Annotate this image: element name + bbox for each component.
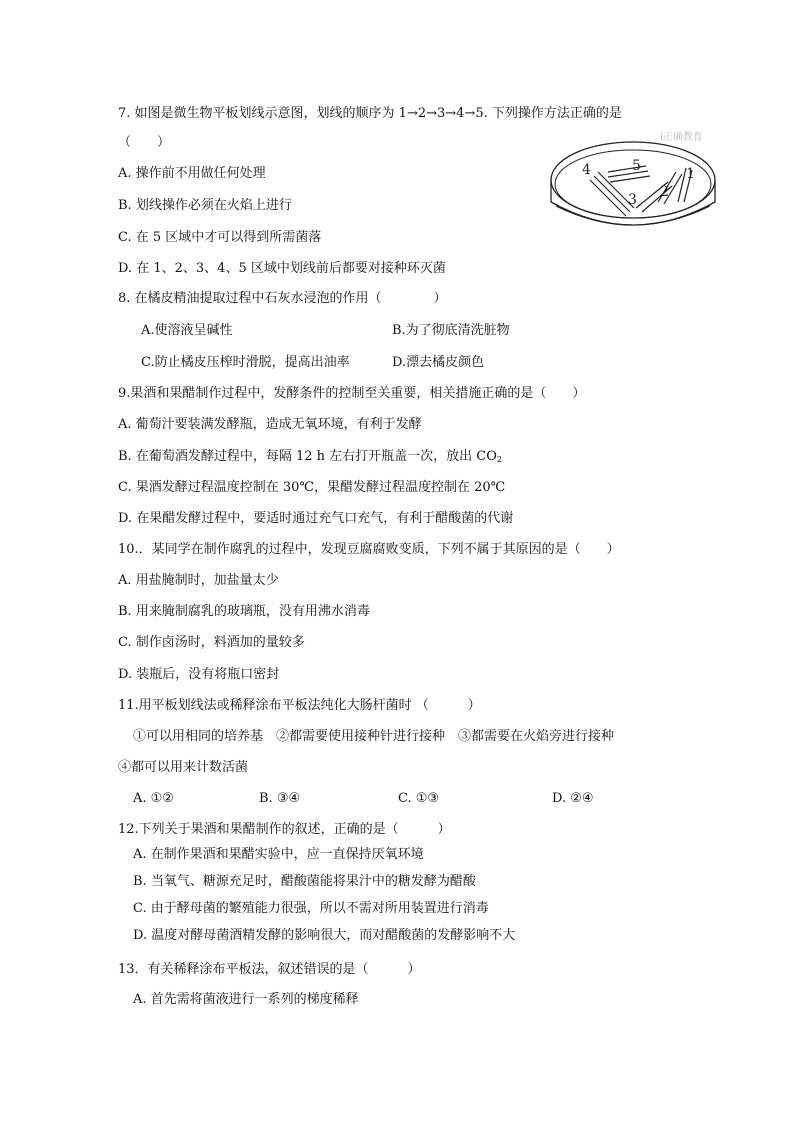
q7-option-d: D. 在 1、2、3、4、5 区域中划线前后都要对接种环灭菌 — [118, 261, 446, 276]
q8-stem: 8. 在橘皮精油提取过程中石灰水浸泡的作用（ ） — [118, 291, 447, 306]
q12-option-a: A. 在制作果酒和果醋实验中，应一直保持厌氧环境 — [133, 847, 424, 862]
q8-option-a: A.使溶液呈碱性 — [141, 323, 233, 338]
q12-stem: 12.下列关于果酒和果醋制作的叙述，正确的是（ ） — [118, 822, 451, 837]
region-label-3: 3 — [628, 192, 637, 208]
q10-option-d: D. 装瓶后，没有将瓶口密封 — [118, 667, 280, 682]
q12-option-b: B. 当氧气、糖源充足时，醋酸菌能将果汁中的糖发酵为醋酸 — [133, 874, 476, 889]
q13-option-a: A. 首先需将菌液进行一系列的梯度稀释 — [133, 992, 359, 1007]
q9-co2-subscript: 2 — [496, 455, 502, 464]
region-label-4: 4 — [582, 162, 591, 178]
q7-option-c: C. 在 5 区域中才可以得到所需菌落 — [118, 230, 322, 245]
petri-dish-streak-figure — [548, 120, 718, 248]
q11-option-a: A. ①② — [133, 791, 174, 806]
q8-option-d: D.漂去橘皮颜色 — [392, 355, 485, 370]
q11-items-line-1: ①可以用相同的培养基 ②都需要使用接种针进行接种 ③都需要在火焰旁进行接种 — [133, 729, 615, 744]
q12-option-c: C. 由于酵母菌的繁殖能力很强，所以不需对所用装置进行消毒 — [133, 901, 489, 916]
region-label-1: 1 — [686, 166, 695, 182]
watermark: i正确教育 — [660, 132, 703, 143]
q11-stem: 11.用平板划线法或稀释涂布平板法纯化大肠杆菌时 （ ） — [118, 698, 481, 713]
q11-option-b: B. ③④ — [259, 791, 301, 806]
q11-items-line-2: ④都可以用来计数活菌 — [118, 760, 249, 775]
q11-option-d: D. ②④ — [552, 791, 594, 806]
q9-option-c: C. 果酒发酵过程温度控制在 30℃，果醋发酵过程温度控制在 20℃ — [118, 480, 506, 495]
q8-option-c: C.防止橘皮压榨时滑脱，提高出油率 — [141, 355, 350, 370]
q7-blank: （ ） — [118, 135, 171, 150]
q12-option-d: D. 温度对酵母菌酒精发酵的影响很大，而对醋酸菌的发酵影响不大 — [133, 928, 516, 943]
q10-option-a: A. 用盐腌制时，加盐量太少 — [118, 573, 279, 588]
q9-option-a: A. 葡萄汁要装满发酵瓶，造成无氧环境，有利于发酵 — [118, 417, 422, 432]
q7-option-a: A. 操作前不用做任何处理 — [118, 166, 266, 181]
q10-stem: 10.．某同学在制作腐乳的过程中，发现豆腐腐败变质，下列不属于其原因的是（ ） — [118, 542, 620, 557]
region-label-2: 2 — [660, 184, 669, 200]
streak-lines — [590, 166, 692, 216]
q8-option-b: B.为了彻底清洗脏物 — [392, 323, 510, 338]
region-label-5: 5 — [632, 158, 641, 174]
q7-option-b: B. 划线操作必须在火焰上进行 — [118, 198, 292, 213]
streak-region-5 — [608, 166, 650, 182]
q13-stem: 13．有关稀释涂布平板法，叙述错误的是（ ） — [118, 962, 421, 977]
q9-option-d: D. 在果醋发酵过程中，要适时通过充气口充气，有利于醋酸菌的代谢 — [118, 511, 514, 526]
q9-option-b: B. 在葡萄酒发酵过程中，每隔 12 h 左右打开瓶盖一次，放出 $CO_2$ — [118, 449, 502, 464]
q10-option-b: B. 用来腌制腐乳的玻璃瓶，没有用沸水消毒 — [118, 604, 370, 619]
q10-option-c: C. 制作卤汤时，料酒加的量较多 — [118, 635, 305, 650]
q11-option-c: C. ①③ — [398, 791, 440, 806]
q7-stem: 7. 如图是微生物平板划线示意图，划线的顺序为 1→2→3→4→5. 下列操作方法正确的是 — [118, 106, 622, 121]
q9-stem: 9.果酒和果醋制作过程中，发酵条件的控制至关重要，相关措施正确的是（ ） — [118, 386, 586, 401]
